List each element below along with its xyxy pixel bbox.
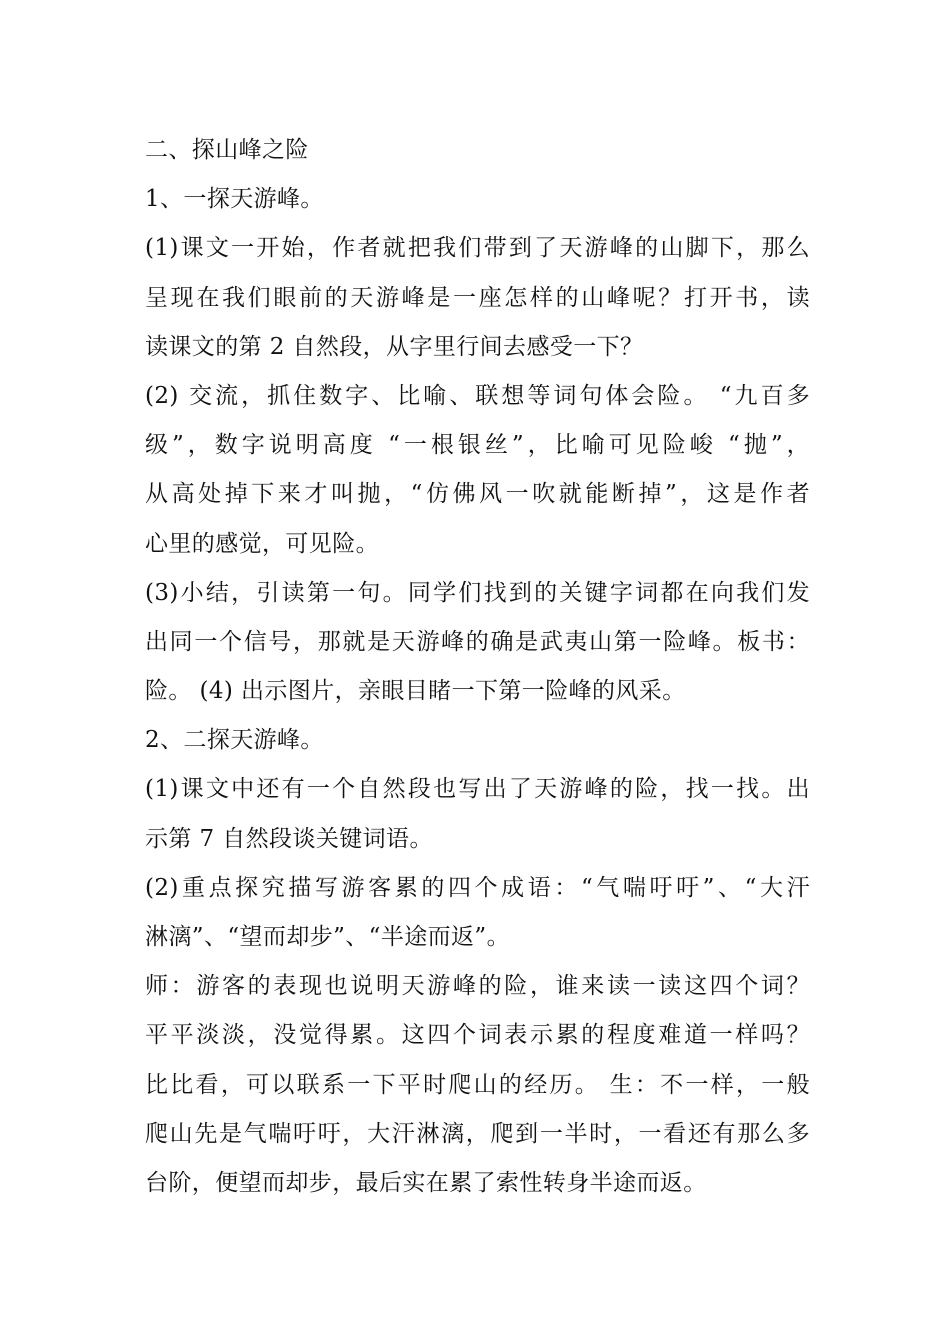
paragraph-line: 出同一个信号，那就是天游峰的确是武夷山第一险峰。板书： bbox=[145, 628, 810, 655]
paragraph-line: (2) 交流，抓住数字、比喻、联想等词句体会险。 “九百多 bbox=[145, 382, 810, 409]
paragraph-line: 级”，数字说明高度 “一根银丝”，比喻可见险峻 “抛”， bbox=[145, 432, 810, 459]
subsection-heading: 1、一探天游峰。 bbox=[145, 186, 324, 213]
paragraph-line: 台阶，便望而却步，最后实在累了索性转身半途而返。 bbox=[145, 1169, 707, 1196]
paragraph-line: 比比看，可以联系一下平时爬山的经历。 生：不一样，一般 bbox=[145, 1071, 810, 1098]
paragraph-line: 呈现在我们眼前的天游峰是一座怎样的山峰呢？打开书，读 bbox=[145, 284, 810, 311]
paragraph-line: 从高处掉下来才叫抛，“仿佛风一吹就能断掉”，这是作者 bbox=[145, 481, 810, 508]
paragraph-line: 平平淡淡，没觉得累。这四个词表示累的程度难道一样吗？ bbox=[145, 1022, 810, 1049]
paragraph-line: 爬山先是气喘吁吁，大汗淋漓，爬到一半时，一看还有那么多 bbox=[145, 1120, 810, 1147]
document-body bbox=[145, 126, 810, 1208]
paragraph-line: 读课文的第 2 自然段，从字里行间去感受一下？ bbox=[145, 333, 644, 360]
paragraph-line: 险。 (4) 出示图片，亲眼目睹一下第一险峰的风采。 bbox=[145, 678, 686, 705]
paragraph-line: (1)课文一开始，作者就把我们带到了天游峰的山脚下，那么 bbox=[145, 235, 810, 262]
paragraph-line: (2)重点探究描写游客累的四个成语：“气喘吁吁”、“大汗 bbox=[145, 874, 810, 901]
paragraph-line: 师：游客的表现也说明天游峰的险，谁来读一读这四个词？ bbox=[145, 973, 810, 1000]
section-heading: 二、探山峰之险 bbox=[145, 137, 309, 163]
paragraph-line: 心里的感觉，可见险。 bbox=[145, 530, 379, 557]
paragraph-line: 示第 7 自然段谈关键词语。 bbox=[145, 825, 433, 852]
subsection-heading: 2、二探天游峰。 bbox=[145, 727, 324, 754]
paragraph-line: (3)小结，引读第一句。同学们找到的关键字词都在向我们发 bbox=[145, 579, 810, 606]
paragraph-line: 淋漓”、“望而却步”、“半途而返”。 bbox=[145, 924, 510, 950]
paragraph-line: (1)课文中还有一个自然段也写出了天游峰的险，找一找。出 bbox=[145, 776, 810, 803]
